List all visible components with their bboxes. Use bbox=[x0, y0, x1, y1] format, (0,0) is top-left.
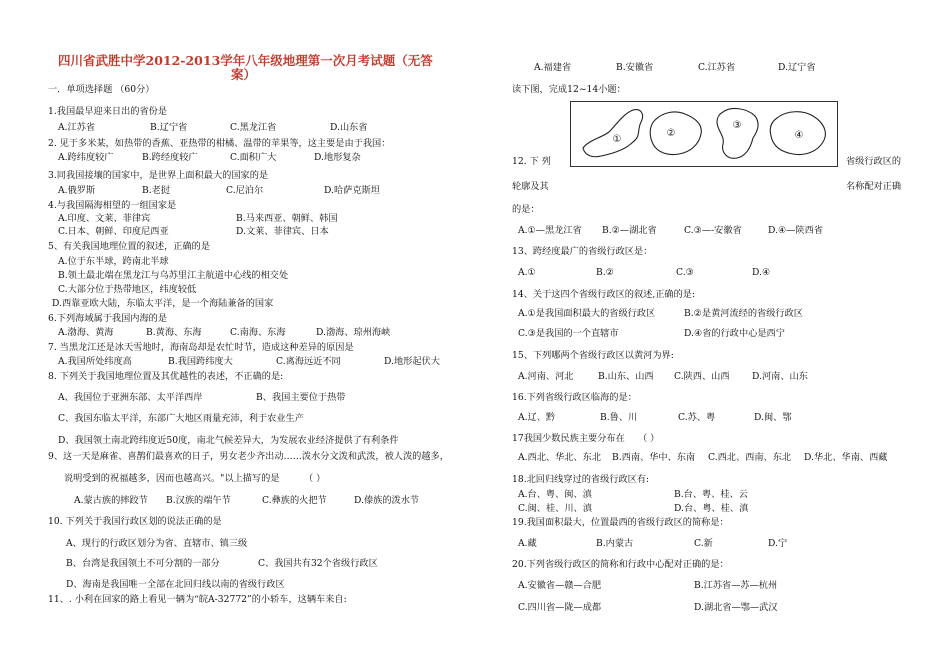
q18-option-a[interactable]: A.台、粤、闽、滇 bbox=[518, 489, 592, 500]
q2-option-b[interactable]: B.跨经度较广 bbox=[142, 152, 198, 163]
page-title-cont: 案） bbox=[231, 67, 257, 82]
q9-option-b[interactable]: B.汉族的端午节 bbox=[166, 495, 231, 506]
section-heading: 一．单项选择题 （60分） bbox=[48, 84, 155, 95]
q5-option-b[interactable]: B.领土最北端在黑龙江与乌苏里江主航道中心线的相交处 bbox=[58, 270, 289, 281]
map-intro: 读下图，完成12~14小题： bbox=[512, 84, 626, 95]
map-label-2: ② bbox=[666, 128, 676, 139]
question-3: 3.同我国接壤的国家中，是世界上面积最大的国家的是 bbox=[48, 170, 269, 181]
q9-answer-blank[interactable]: （ ） bbox=[304, 473, 326, 484]
question-12-part5: 的是： bbox=[512, 204, 540, 215]
q20-option-d[interactable]: D.湖北省—鄂—武汉 bbox=[694, 602, 778, 613]
map-label-4: ④ bbox=[794, 130, 804, 141]
q9-option-c[interactable]: C.彝族的火把节 bbox=[262, 495, 327, 506]
q7-option-d[interactable]: D.地形起伏大 bbox=[384, 356, 440, 367]
question-8: 8. 下列关于我国地理位置及其优越性的表述，不正确的是: bbox=[48, 371, 284, 382]
q3-option-b[interactable]: B.老挝 bbox=[142, 185, 171, 196]
question-19: 19.我国面积最大，位置最西的省级行政区的简称是： bbox=[512, 517, 729, 528]
question-16: 16.下列省级行政区临海的是： bbox=[512, 392, 637, 403]
q1-option-c[interactable]: C.黑龙江省 bbox=[230, 122, 277, 133]
q4-option-a[interactable]: A.印度、文莱、菲律宾 bbox=[58, 213, 151, 224]
q16-option-b[interactable]: B.鲁、川 bbox=[600, 412, 638, 423]
q17-option-a[interactable]: A.西北、华北、东北 bbox=[518, 452, 602, 463]
q6-option-a[interactable]: A.渤海、黄海 bbox=[58, 327, 114, 338]
q4-option-d[interactable]: D.文莱、菲律宾、日本 bbox=[236, 226, 329, 237]
q17-option-d[interactable]: D.华北、华南、西藏 bbox=[804, 452, 888, 463]
q4-option-b[interactable]: B.马来西亚、朝鲜、韩国 bbox=[236, 213, 338, 224]
q11-option-d[interactable]: D.辽宁省 bbox=[778, 62, 816, 73]
question-1: 1.我国最早迎来日出的省份是 bbox=[48, 106, 168, 117]
q20-option-a[interactable]: A.安徽省—赣—合肥 bbox=[518, 580, 602, 591]
q19-option-c[interactable]: C.新 bbox=[694, 538, 713, 549]
question-12-part3: 轮廓及其 bbox=[512, 181, 549, 192]
q20-option-b[interactable]: B.江苏省—苏—杭州 bbox=[694, 580, 778, 591]
province-3-outline bbox=[717, 109, 758, 159]
q8-option-d[interactable]: D、我国领土南北跨纬度近50度，南北气候差异大，为发展农业经济提供了有利条件 bbox=[58, 435, 399, 446]
map-label-3: ③ bbox=[732, 120, 742, 131]
q20-option-c[interactable]: C.四川省—陇—成都 bbox=[518, 602, 602, 613]
q14-option-b[interactable]: B.②是黄河流经的省级行政区 bbox=[684, 308, 803, 319]
question-12-part2: 省级行政区的 bbox=[846, 156, 902, 167]
q12-option-c[interactable]: C.③—-安徽省 bbox=[684, 225, 742, 236]
question-13: 13、跨经度最广的省级行政区是： bbox=[512, 246, 653, 257]
question-9: 9、这一天是麻雀、喜鹊们最喜欢的日子，男女老少齐出动……泼水分文泼和武泼，被人泼的越多， bbox=[48, 451, 449, 462]
q15-option-c[interactable]: C.陕西、山西 bbox=[674, 371, 730, 382]
q2-option-c[interactable]: C.面积广大 bbox=[230, 152, 277, 163]
q16-option-c[interactable]: C.苏、粤 bbox=[678, 412, 716, 423]
q3-option-c[interactable]: C.尼泊尔 bbox=[226, 185, 264, 196]
q18-option-d[interactable]: D.台、粤、桂、滇 bbox=[674, 503, 749, 514]
q17-option-b[interactable]: B.西南、华中、东南 bbox=[612, 452, 696, 463]
q15-option-b[interactable]: B.山东、山西 bbox=[598, 371, 654, 382]
map-label-1: ① bbox=[612, 134, 622, 145]
q7-option-b[interactable]: B.我国跨纬度大 bbox=[168, 356, 233, 367]
q1-option-a[interactable]: A.江苏省 bbox=[58, 122, 96, 133]
q19-option-b[interactable]: B.内蒙古 bbox=[596, 538, 634, 549]
q7-option-a[interactable]: A.我国所处纬度高 bbox=[58, 356, 132, 367]
q14-option-d[interactable]: D.④省的行政中心是西宁 bbox=[684, 328, 785, 339]
question-5: 5、有关我国地理位置的叙述，正确的是 bbox=[48, 241, 211, 252]
q11-option-c[interactable]: C.江苏省 bbox=[698, 62, 736, 73]
q9-option-d[interactable]: D.傣族的泼水节 bbox=[354, 495, 420, 506]
question-4: 4.与我国隔海相望的一组国家是 bbox=[48, 200, 177, 211]
q6-option-d[interactable]: D.渤海、琼州海峡 bbox=[316, 327, 391, 338]
question-18: 18.北回归线穿过的省级行政区有: bbox=[512, 474, 650, 485]
question-12: 12. 下 列 bbox=[512, 156, 551, 167]
q8-option-c[interactable]: C、我国东临太平洋，东部广大地区雨量充沛，利于农业生产 bbox=[58, 413, 304, 424]
q8-option-a[interactable]: A、我国位于亚洲东部、太平洋西岸 bbox=[58, 392, 203, 403]
q10-option-a[interactable]: A、现行的行政区划分为省、直辖市、镇三级 bbox=[66, 538, 248, 549]
question-17: 17我国少数民族主要分布在 bbox=[512, 433, 625, 444]
q7-option-c[interactable]: C.离海远近不同 bbox=[276, 356, 341, 367]
q15-option-d[interactable]: D.河南、山东 bbox=[752, 371, 808, 382]
q6-option-c[interactable]: C.南海、东海 bbox=[230, 327, 286, 338]
q13-option-a[interactable]: A.① bbox=[518, 267, 536, 278]
q12-option-b[interactable]: B.②—湖北省 bbox=[602, 225, 657, 236]
q3-option-a[interactable]: A.俄罗斯 bbox=[58, 185, 96, 196]
question-10: 10. 下列关于我国行政区划的说法正确的是 bbox=[48, 516, 222, 527]
q18-option-b[interactable]: B.台、粤、桂、云 bbox=[674, 489, 748, 500]
q2-option-d[interactable]: D.地形复杂 bbox=[314, 152, 361, 163]
province-outline-map bbox=[570, 101, 838, 167]
question-15: 15、下列哪两个省级行政区以黄河为界: bbox=[512, 350, 674, 361]
q17-option-c[interactable]: C.西北、西南、东北 bbox=[708, 452, 792, 463]
q10-option-d[interactable]: D、海南是我国唯一全部在北回归线以南的省级行政区 bbox=[66, 579, 285, 590]
q1-option-b[interactable]: B.辽宁省 bbox=[150, 122, 188, 133]
q16-option-a[interactable]: A.辽、黔 bbox=[518, 412, 556, 423]
q12-option-d[interactable]: D.④—陕西省 bbox=[768, 225, 823, 236]
q3-option-d[interactable]: D.哈萨克斯坦 bbox=[324, 185, 380, 196]
q5-option-c[interactable]: C.大部分位于热带地区，纬度较低 bbox=[58, 284, 197, 295]
q14-option-a[interactable]: A.①是我国面积最大的省级行政区 bbox=[518, 308, 656, 319]
q9-option-a[interactable]: A.蒙古族的摔跤节 bbox=[74, 495, 148, 506]
province-outlines-svg bbox=[571, 102, 837, 166]
q5-option-d[interactable]: D.西靠亚欧大陆，东临太平洋，是一个海陆兼备的国家 bbox=[52, 298, 274, 309]
q14-option-c[interactable]: C.③是我国的一个直辖市 bbox=[518, 328, 619, 339]
q8-option-b[interactable]: B、我国主要位于热带 bbox=[256, 392, 346, 403]
question-6: 6.下列海域属于我国内海的是 bbox=[48, 313, 168, 324]
q6-option-b[interactable]: B.黄海、东海 bbox=[146, 327, 202, 338]
q10-option-c[interactable]: C、我国共有32个省级行政区 bbox=[258, 558, 378, 569]
q16-option-d[interactable]: D.闽、鄂 bbox=[754, 412, 792, 423]
q4-option-c[interactable]: C.日本、朝鲜、印度尼西亚 bbox=[58, 226, 169, 237]
q13-option-d[interactable]: D.④ bbox=[752, 267, 771, 278]
q15-option-a[interactable]: A.河南、河北 bbox=[518, 371, 574, 382]
q13-option-c[interactable]: C.③ bbox=[676, 267, 694, 278]
question-20: 20.下列省级行政区的简称和行政中心配对正确的是： bbox=[512, 559, 729, 570]
question-7: 7. 当黑龙江还是冰天雪地时，海南岛却是农忙时节，造成这种差异的原因是 bbox=[48, 342, 354, 353]
q11-option-b[interactable]: B.安徽省 bbox=[616, 62, 654, 73]
q13-option-b[interactable]: B.② bbox=[596, 267, 614, 278]
question-2: 2. 见于多米某，如热带的香蕉、亚热带的柑橘、温带的苹果等，这主要是由于我国： bbox=[48, 138, 391, 149]
q19-option-a[interactable]: A.藏 bbox=[518, 538, 537, 549]
question-12-part4: 名称配对正确 bbox=[846, 181, 902, 192]
q5-option-a[interactable]: A.位于东半球，跨南北半球 bbox=[58, 256, 169, 267]
question-11: 11、. 小利在回家的路上看见一辆为“皖A-32772”的小轿车，这辆车来自: bbox=[48, 594, 347, 605]
q11-option-a[interactable]: A.福建省 bbox=[534, 62, 572, 73]
question-9-cont: 说明受到的祝福越多，因而也越高兴。"以上描写的是 bbox=[64, 473, 280, 484]
province-2-outline bbox=[650, 112, 701, 155]
question-14: 14、关于这四个省级行政区的叙述,正确的是: bbox=[512, 289, 696, 300]
q17-answer-blank[interactable]: （ ） bbox=[638, 433, 660, 444]
q12-option-a[interactable]: A.①—黑龙江省 bbox=[518, 225, 582, 236]
q18-option-c[interactable]: C.闽、桂、川、滇 bbox=[518, 503, 592, 514]
q10-option-b[interactable]: B、台湾是我国领土不可分割的一部分 bbox=[66, 558, 220, 569]
q1-option-d[interactable]: D.山东省 bbox=[330, 122, 368, 133]
page-title: 四川省武胜中学2012-2013学年八年级地理第一次月考试题（无答 bbox=[58, 53, 433, 68]
q2-option-a[interactable]: A.跨纬度较广 bbox=[58, 152, 114, 163]
q19-option-d[interactable]: D.宁 bbox=[768, 538, 788, 549]
